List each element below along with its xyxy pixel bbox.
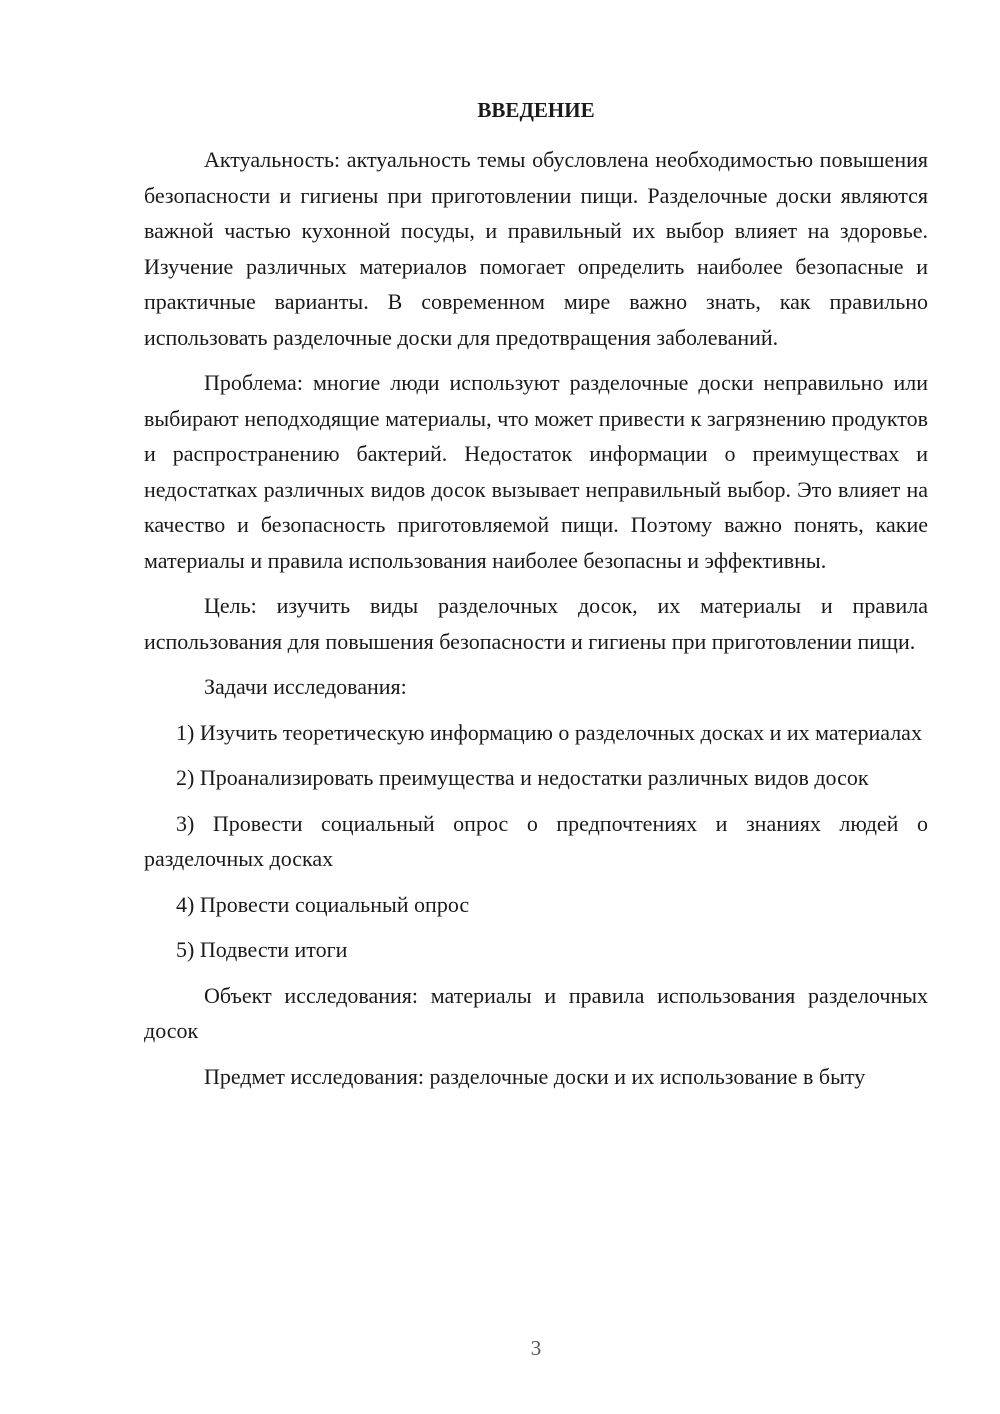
- goal-paragraph: Цель: изучить виды разделочных досок, их материалы и правила использования для повышения безопасности и гигиены при приготовлении пищи.: [144, 593, 928, 654]
- task-item: 5) Подвести итоги: [176, 937, 348, 962]
- page-title: ВВЕДЕНИЕ: [477, 98, 595, 122]
- task-item: 1) Изучить теоретическую информацию о разделочных досках и их материалах: [176, 719, 922, 745]
- tasks-heading: Задачи исследования:: [204, 674, 407, 699]
- document-body: [144, 142, 928, 1104]
- problem-paragraph: Проблема: многие люди используют разделочные доски неправильно или выбирают неподходящие материалы, что может привести к загрязнению продуктов и распространению бактерий. Недостаток информации о преимуществах и недостатках различных видов досок вызывает неправильный выбор. Это влияет на качество и безопасность приготовляемой пищи. Поэтому важно понять, какие материалы и правила использования наиболее безопасны и эффективны.: [144, 370, 928, 573]
- relevance-paragraph: Актуальность: актуальность темы обусловлена необходимостью повышения безопасности и гигиены при приготовлении пищи. Разделочные доски являются важной частью кухонной посуды, и правильный их выбор влияет на здоровье. Изучение различных материалов помогает определить наиболее безопасные и практичные варианты. В современном мире важно знать, как правильно использовать разделочные доски для предотвращения заболеваний.: [144, 147, 928, 350]
- task-item: 3) Провести социальный опрос о предпочтениях и знаниях людей о разделочных досках: [144, 810, 928, 871]
- page-number: 3: [530, 1336, 542, 1360]
- task-item: 4) Провести социальный опрос: [176, 891, 470, 917]
- object-paragraph: Объект исследования: материалы и правила использования разделочных досок: [144, 982, 928, 1043]
- subject-paragraph: Предмет исследования: разделочные доски и их использование в быту: [204, 1063, 866, 1089]
- task-item: 2) Проанализировать преимущества и недостатки различных видов досок: [176, 765, 869, 790]
